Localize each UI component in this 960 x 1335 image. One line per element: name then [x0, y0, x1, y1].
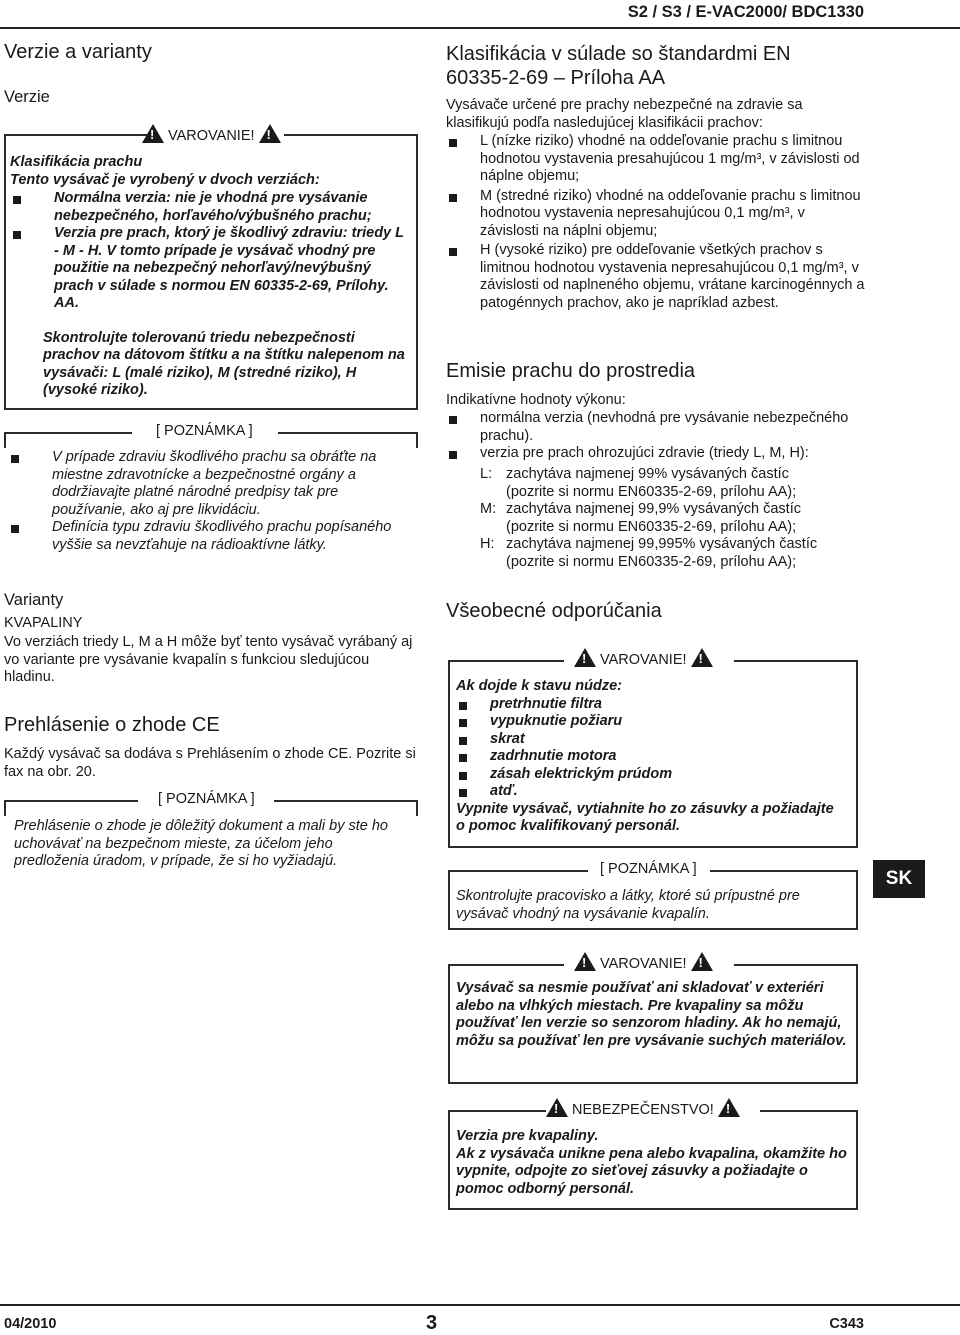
footer-code: C343: [829, 1316, 864, 1332]
list-item: zadrhnutie motora: [456, 748, 846, 766]
emisie-row-l: L: zachytáva najmenej 99% vysávaných častíc (pozrite si normu EN60335-2-69, prílohu AA);: [480, 466, 797, 500]
danger-lead: Verzia pre kvapaliny.: [456, 1128, 599, 1144]
warning-box-dust: [4, 128, 418, 410]
warning-icon: [546, 1098, 568, 1117]
warning-line: Tento vysávač je vyrobený v dvoch verziách:: [10, 171, 320, 188]
list-item: skrat: [456, 731, 846, 749]
list-item: pretrhnutie filtra: [456, 696, 846, 714]
ce-text: Každý vysávač sa dodáva s Prehlásením o zhode CE. Pozrite si fax na obr. 20.: [4, 746, 416, 780]
warning-box-liquids: [448, 956, 858, 1084]
klasifikacia-intro: Vysávače určené pre prachy nebezpečné na zdravie sa klasifikujú podľa nasledujúcej klasifikácii prachov:: [446, 97, 803, 131]
note-text: Skontrolujte pracovisko a látky, ktoré sú prípustné pre vysávač vhodný na vysávanie kvapalín.: [456, 888, 800, 922]
list-item: normálna verzia (nevhodná pre vysávanie nebezpečného prachu).: [446, 410, 866, 445]
note-text: Prehlásenie o zhode je dôležitý dokument a mali by ste ho uchovávať na bezpečnom mieste, za účelom jeho predloženia úradom, v prípade, že si ho vyžiadajú.: [14, 818, 388, 869]
emisie-classes: [480, 466, 840, 571]
list-item: H (vysoké riziko) pre oddeľovanie všetkých prachov s limitnou hodnotou vystavenia nepresahujúcou 0,1 mg/m³, v závislosti od naplneného objemu, vrátane karcinogénnych a patogénnych prachov, ako je napríklad azbest.: [446, 242, 866, 312]
note-heading: [ POZNÁMKA ]: [158, 791, 255, 807]
footer-rule: [0, 1304, 960, 1306]
warning-intro: Ak dojde k stavu núdze:: [456, 678, 622, 694]
language-tab: SK: [873, 860, 925, 898]
warning-icon: [691, 648, 713, 667]
document-code: S2 / S3 / E-VAC2000/ BDC1330: [627, 3, 864, 21]
subheading-verzie: Verzie: [4, 88, 50, 106]
warning-line: Klasifikácia prachu: [10, 154, 143, 170]
note-box-health: [4, 423, 418, 562]
list-item: Normálna verzia: nie je vhodná pre vysávanie nebezpečného, horľavého/výbušného prachu;: [10, 190, 410, 225]
emisie-row-h: H: zachytáva najmenej 99,995% vysávaných častíc (pozrite si normu EN60335-2-69, prílohu AA);: [480, 536, 818, 570]
warning-heading: ! VAROVANIE! !: [142, 124, 281, 144]
subheading-varianty: Varianty: [4, 591, 64, 609]
list-item: zásah elektrickým prúdom: [456, 766, 846, 784]
warning-paragraph: Skontrolujte tolerovanú triedu nebezpečnosti prachov na dátovom štítku a na štítku nalepenom na vysávači: L (malé riziko), M (stredné riziko), H (vysoké riziko).: [43, 329, 405, 398]
header-rule: [0, 27, 960, 29]
warning-box-emergency: [448, 652, 858, 848]
emisie-intro: Indikatívne hodnoty výkonu:: [446, 392, 626, 408]
warning-icon: [574, 648, 596, 667]
warning-outro: Vypnite vysávač, vytiahnite ho zo zásuvky a požiadajte o pomoc kvalifikovaný personál.: [456, 800, 834, 834]
varianty-text: Vo verziách triedy L, M a H môže byť tento vysávač vyrábaný aj vo variante pre vysávanie kvapalín s funkciou sledujúcou hladinu.: [4, 634, 413, 685]
page-number: 3: [426, 1312, 438, 1334]
section-title-verzie: Verzie a varianty: [4, 41, 152, 63]
warning-text: Vysávač sa nesmie používať ani skladovať v exteriéri alebo na vlhkých miestach. Pre kvapaliny sa môžu používať len verzie so senzorom hladiny. Ak ho nemajú, môžu sa používať len pre vysávanie suchých materiálov.: [456, 980, 847, 1049]
warning-heading: ! VAROVANIE! !: [574, 952, 713, 972]
warning-icon: [142, 124, 164, 143]
list-item: M (stredné riziko) vhodné na oddeľovanie prachu s limitnou hodnotou vystavenia nepresahujúcou 0,1 mg/m³, v závislosti na náplni objemu;: [446, 188, 866, 241]
list-item: Definícia typu zdraviu škodlivého prachu popísaného vyššie sa nevzťahuje na rádioaktívne látky.: [8, 519, 398, 554]
section-title-ce: Prehlásenie o zhode CE: [4, 714, 220, 736]
footer-date: 04/2010: [4, 1316, 57, 1332]
note-box-ce: [4, 791, 418, 880]
list-item: verzia pre prach ohrozujúci zdravie (triedy L, M, H):: [446, 445, 866, 463]
note-heading: [ POZNÁMKA ]: [600, 861, 697, 877]
warning-icon: [574, 952, 596, 971]
list-item: vypuknutie požiaru: [456, 713, 846, 731]
section-title-klasifikacia: Klasifikácia v súlade so štandardmi EN 60335-2-69 – Príloha AA: [446, 43, 791, 89]
label-kvapaliny: KVAPALINY: [4, 615, 83, 631]
list-item: L (nízke riziko) vhodné na oddeľovanie prachu s limitnou hodnotou vystavenia presahujúcou 1 mg/m³, v závislosti od náplne objemu;: [446, 133, 866, 186]
section-title-emisie: Emisie prachu do prostredia: [446, 360, 696, 382]
list-item: atď.: [456, 783, 846, 801]
warning-icon: [259, 124, 281, 143]
section-title-vseobecne: Všeobecné odporúčania: [446, 600, 662, 622]
list-item: V prípade zdraviu škodlivého prachu sa obráťte na miestne zdravotnícke a bezpečnostné orgány a dodržiavajte platné národné predpisy tak pre používanie, ako aj pre likvidáciu.: [8, 449, 398, 519]
note-heading: [ POZNÁMKA ]: [156, 423, 253, 439]
warning-icon: [718, 1098, 740, 1117]
danger-box: [448, 1102, 858, 1210]
emisie-row-m: M: zachytáva najmenej 99,9% vysávaných častíc (pozrite si normu EN60335-2-69, prílohu AA);: [480, 501, 801, 535]
warning-heading: ! VAROVANIE! !: [574, 648, 713, 668]
danger-text: Ak z vysávača unikne pena alebo kvapalina, okamžite ho vypnite, odpojte zo sieťovej zásuvky a požiadajte o pomoc odborný personál.: [456, 1145, 847, 1197]
danger-heading: ! NEBEZPEČENSTVO! !: [546, 1098, 740, 1118]
warning-icon: [691, 952, 713, 971]
note-box-workplace: [448, 861, 858, 930]
list-item: Verzia pre prach, ktorý je škodlivý zdraviu: triedy L - M - H. V tomto prípade je vysávač vhodný pre použitie na nebezpečný nehorľavý/nevýbušný prach v súlade s normou EN 60335-2-69, Prílohy. AA.: [10, 225, 410, 313]
